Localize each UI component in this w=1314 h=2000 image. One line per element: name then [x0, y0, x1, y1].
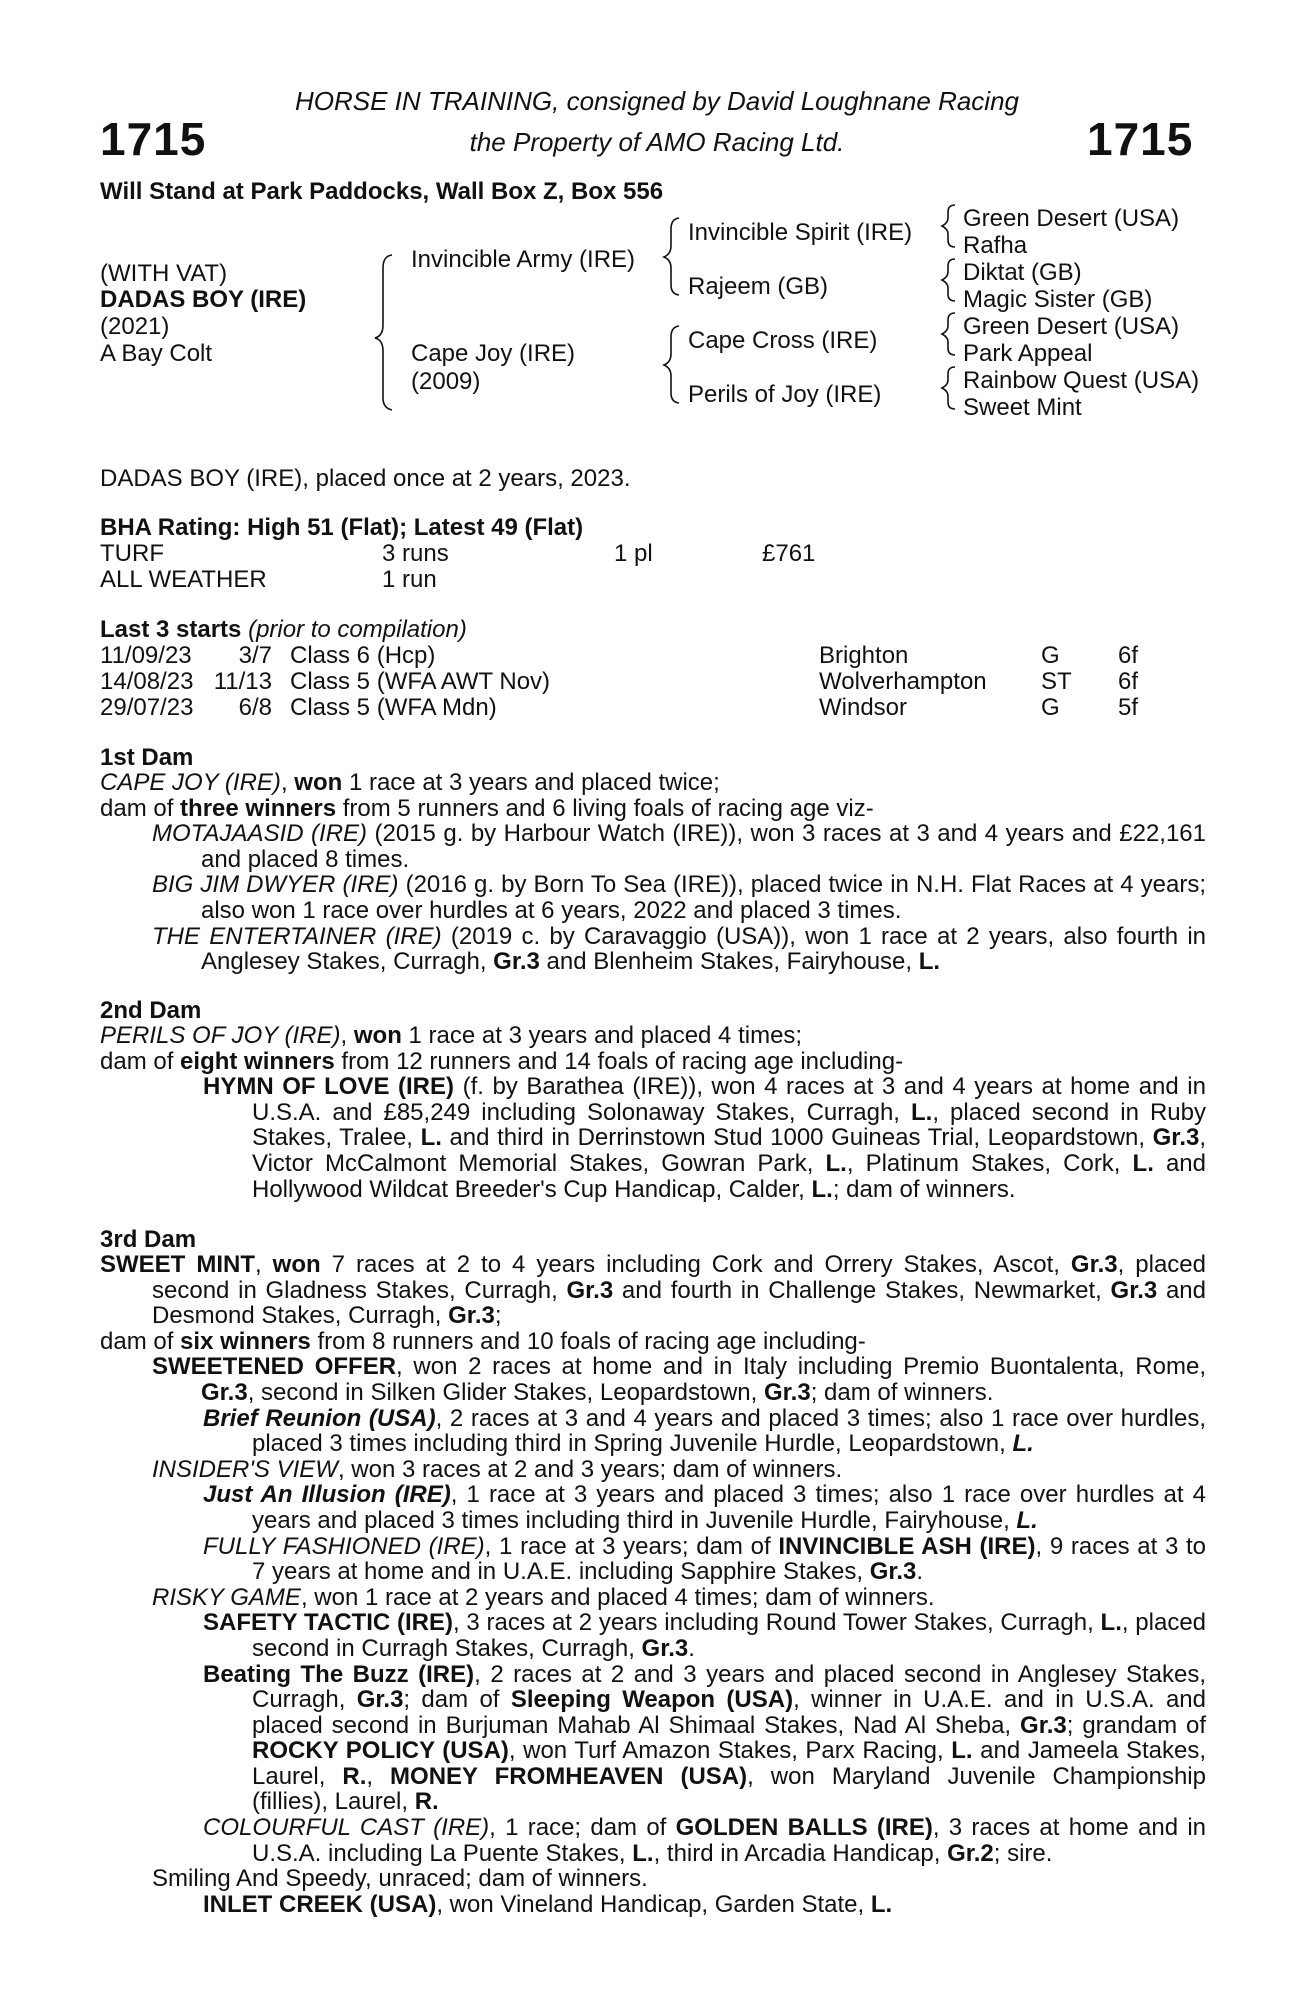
ped-sds: Diktat (GB): [963, 259, 1082, 286]
ped-sdd: Magic Sister (GB): [963, 286, 1153, 313]
produce-entry: Brief Reunion (USA), 2 races at 3 and 4 years and placed 3 times; also 1 race over hurdles, placed 3 times including third in Spring Juvenile Hurdle, Leopardstown, L.: [203, 1404, 1206, 1458]
produce-entry: HYMN OF LOVE (IRE) (f. by Barathea (IRE)), won 4 races at 3 and 4 years at home and in U.S.A. and £85,249 including Solonaway Stakes, Curragh, L., placed second in Ruby Stakes, Tralee, L. and third in Derrinstown Stud 1000 Guineas Trial, Leopardstown, Gr.3, Victor McCalmont Memorial Stakes, Gowran Park, L., Platinum Stakes, Cork, L. and Hollywood Wildcat Breeder's Cup Handicap, Calder, L.; dam of winners.: [203, 1073, 1207, 1203]
lot-number-right: 1715: [1087, 113, 1194, 165]
horse-name: DADAS BOY (IRE): [100, 286, 307, 313]
start-date: 11/09/23: [100, 642, 192, 669]
produce-entry: COLOURFUL CAST (IRE), 1 race; dam of GOLDEN BALLS (IRE), 3 races at home and in U.S.A. including La Puente Stakes, L., third in Arcadia Handicap, Gr.2; sire.: [203, 1814, 1207, 1867]
sire-name: Invincible Army (IRE): [411, 246, 636, 273]
ped-dsd: Park Appeal: [963, 340, 1093, 367]
produce-entry: RISKY GAME, won 1 race at 2 years and placed 4 times; dam of winners.: [152, 1583, 935, 1611]
produce-entry: Smiling And Speedy, unraced; dam of winners.: [152, 1865, 648, 1893]
produce-entry: SAFETY TACTIC (IRE), 3 races at 2 years including Round Tower Stakes, Curragh, L., placed second in Curragh Stakes, Curragh, Gr.3.: [203, 1609, 1207, 1662]
third-dam-section: [100, 1252, 1206, 1917]
first-dam-record: CAPE JOY (IRE), won 1 race at 3 years and placed twice;: [100, 769, 720, 796]
start-race: Class 5 (WFA AWT Nov): [290, 668, 551, 695]
start-position: 6/8: [238, 694, 272, 721]
start-going: G: [1041, 694, 1060, 721]
turf-placed: 1 pl: [614, 540, 653, 567]
first-dam-section: [100, 770, 1206, 975]
first-dam-produce: dam of three winners from 5 runners and 6 living foals of racing age viz-: [100, 794, 874, 822]
aw-runs: 1 run: [382, 566, 437, 593]
property-line: the Property of AMO Racing Ltd.: [469, 127, 845, 157]
start-date: 29/07/23: [100, 694, 194, 721]
dam-year: (2009): [411, 368, 481, 395]
horse-description: A Bay Colt: [100, 340, 213, 367]
ped-dss: Green Desert (USA): [963, 313, 1180, 340]
second-dam-produce: dam of eight winners from 12 runners and 14 foals of racing age including-: [100, 1047, 904, 1075]
produce-entry: THE ENTERTAINER (IRE) (2019 c. by Caravaggio (USA)), won 1 race at 2 years, also fourth in Anglesey Stakes, Curragh, Gr.3 and Blenheim Stakes, Fairyhouse, L.: [152, 922, 1206, 976]
ped-sss: Green Desert (USA): [963, 205, 1180, 232]
start-going: ST: [1041, 668, 1072, 695]
produce-entry: FULLY FASHIONED (IRE), 1 race at 3 years; dam of INVINCIBLE ASH (IRE), 9 races at 3 to 7 years at home and in U.A.E. including Sapphire Stakes, Gr.3.: [203, 1532, 1207, 1586]
start-position: 3/7: [238, 642, 272, 669]
turf-runs: 3 runs: [382, 540, 449, 567]
ped-ddd: Sweet Mint: [963, 394, 1082, 421]
start-position: 11/13: [213, 668, 272, 695]
consignor-line: HORSE IN TRAINING, consigned by David Loughnane Racing: [294, 86, 1019, 116]
third-dam-produce: dam of six winners from 8 runners and 10 foals of racing age including-: [100, 1327, 866, 1355]
aw-label: ALL WEATHER: [100, 566, 267, 593]
sire-dam: Rajeem (GB): [688, 273, 829, 300]
horse-year: (2021): [100, 313, 170, 340]
produce-entry: INLET CREEK (USA), won Vineland Handicap, Garden State, L.: [203, 1890, 893, 1918]
produce-entry: INSIDER'S VIEW, won 3 races at 2 and 3 years; dam of winners.: [152, 1455, 843, 1483]
dam-dam: Perils of Joy (IRE): [688, 381, 882, 408]
second-dam-record: PERILS OF JOY (IRE), won 1 race at 3 years and placed 4 times;: [100, 1022, 803, 1049]
start-distance: 6f: [1118, 642, 1139, 669]
first-dam-heading: 1st Dam: [100, 744, 194, 771]
ped-dds: Rainbow Quest (USA): [963, 367, 1200, 394]
last-starts-note: (prior to compilation): [248, 616, 467, 643]
turf-prize: £761: [762, 540, 816, 567]
start-course: Brighton: [819, 642, 909, 669]
ped-ssd: Rafha: [963, 232, 1028, 259]
second-dam-section: [100, 1023, 1206, 1202]
third-dam-heading: 3rd Dam: [100, 1226, 197, 1253]
stand-line: Will Stand at Park Paddocks, Wall Box Z, Box 556: [100, 178, 664, 205]
produce-entry: SWEETENED OFFER, won 2 races at home and in Italy including Premio Buontalenta, Rome, Gr.3, second in Silken Glider Stakes, Leopardstown, Gr.3; dam of winners.: [152, 1353, 1206, 1406]
start-course: Windsor: [819, 694, 908, 721]
race-summary: DADAS BOY (IRE), placed once at 2 years, 2023.: [100, 465, 631, 492]
produce-entry: MOTAJAASID (IRE) (2015 g. by Harbour Watch (IRE)), won 3 races at 3 and 4 years and £22,161 and placed 8 times.: [152, 820, 1206, 873]
third-dam-record: SWEET MINT, won 7 races at 2 to 4 years including Cork and Orrery Stakes, Ascot, Gr.3, placed second in Gladness Stakes, Curragh, Gr.3 and fourth in Challenge Stakes, Newmarket, Gr.3 and Desmond Stakes, Curragh, Gr.3;: [100, 1251, 1207, 1330]
start-course: Wolverhampton: [819, 668, 987, 695]
bha-rating: BHA Rating: High 51 (Flat); Latest 49 (Flat): [100, 514, 584, 541]
last-starts-title: Last 3 starts: [100, 616, 242, 643]
start-race: Class 6 (Hcp): [290, 642, 436, 669]
start-race: Class 5 (WFA Mdn): [290, 694, 497, 721]
vat-label: (WITH VAT): [100, 260, 228, 287]
lot-number-left: 1715: [100, 113, 207, 165]
turf-label: TURF: [100, 540, 164, 567]
start-distance: 5f: [1118, 694, 1139, 721]
produce-entry: Beating The Buzz (IRE), 2 races at 2 and 3 years and placed second in Anglesey Stakes, Curragh, Gr.3; dam of Sleeping Weapon (USA), winner in U.A.E. and in U.S.A. and placed second in Burjuman Mahab Al Shimaal Stakes, Nad Al Sheba, Gr.3; grandam of ROCKY POLICY (USA), won Turf Amazon Stakes, Parx Racing, L. and Jameela Stakes, Laurel, R., MONEY FROMHEAVEN (USA), won Maryland Juvenile Championship (fillies), Laurel, R.: [203, 1660, 1207, 1816]
produce-entry: BIG JIM DWYER (IRE) (2016 g. by Born To Sea (IRE)), placed twice in N.H. Flat Races at 4 years; also won 1 race over hurdles at 6 years, 2022 and placed 3 times.: [152, 871, 1206, 924]
produce-entry: Just An Illusion (IRE), 1 race at 3 years and placed 3 times; also 1 race over hurdles at 4 years and placed 3 times including third in Juvenile Hurdle, Fairyhouse, L.: [203, 1481, 1206, 1534]
start-going: G: [1041, 642, 1060, 669]
second-dam-heading: 2nd Dam: [100, 997, 202, 1024]
start-date: 14/08/23: [100, 668, 194, 695]
last-starts-heading: [100, 617, 467, 643]
sire-sire: Invincible Spirit (IRE): [688, 219, 913, 246]
dam-name: Cape Joy (IRE): [411, 340, 576, 367]
dam-sire: Cape Cross (IRE): [688, 327, 878, 354]
start-distance: 6f: [1118, 668, 1139, 695]
